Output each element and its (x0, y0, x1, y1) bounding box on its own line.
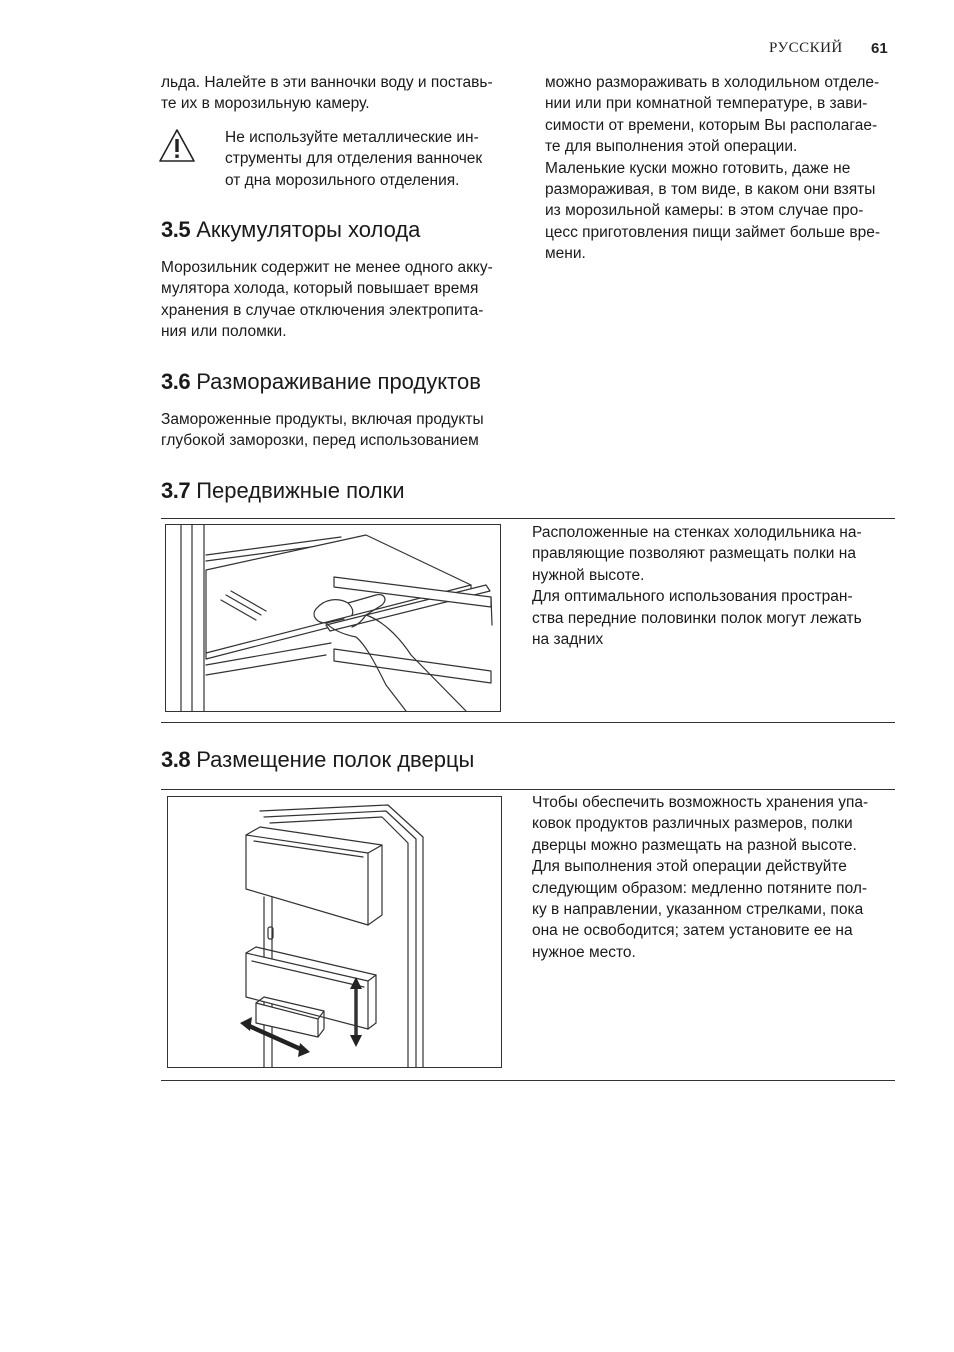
text-line: Для выполнения этой операции действуйте (532, 858, 847, 876)
text-line: Маленькие куски можно готовить, даже не (545, 159, 851, 177)
text-line: льда. Налейте в эти ванночки воду и поставь- (161, 74, 493, 91)
section-heading-3-5 (161, 216, 420, 244)
text-line: мени. (545, 245, 586, 263)
text-line: можно размораживать в холодильном отделе- (545, 74, 880, 91)
text-line: правляющие позволяют размещать полки на (532, 545, 856, 563)
section-divider (161, 518, 895, 519)
text-line: симости от времени, которым Вы располагае- (545, 116, 878, 134)
text-line: из морозильной камеры: в этом случае про- (545, 202, 864, 220)
text-line: хранения в случае отключения электропита- (161, 301, 484, 319)
text-line: те их в морозильную камеру. (161, 95, 370, 113)
text-line: Замороженные продукты, включая продукты (161, 411, 484, 428)
section-title: Размещение полок дверцы (196, 747, 475, 772)
text-line: ния или поломки. (161, 323, 287, 341)
section-heading-3-7 (161, 477, 405, 505)
text-line: глубокой заморозки, перед использованием (161, 432, 479, 450)
text-line: дверцы можно размещать на разной высоте. (532, 836, 857, 854)
text-line: размораживая, в том виде, в каком они взяты (545, 181, 876, 199)
text-line: струменты для отделения ванночек (225, 150, 483, 168)
intro-paragraph (161, 72, 521, 115)
page-number: 61 (871, 40, 888, 57)
section-3-7-paragraph (532, 522, 902, 650)
text-line: она не освободится; затем установите ее на (532, 922, 853, 940)
section-heading-3-8 (161, 746, 474, 774)
section-3-8-paragraph (532, 792, 902, 963)
text-line: ства передние половинки полок могут лежать (532, 609, 862, 627)
section-number: 3.7 (161, 478, 191, 503)
warning-text (225, 127, 525, 191)
text-line: Не используйте металлические ин- (225, 129, 479, 146)
section-title: Передвижные полки (196, 478, 405, 503)
warning-triangle-icon (157, 127, 197, 165)
text-line: нужной высоте. (532, 566, 645, 584)
section-title: Аккумуляторы холода (196, 217, 421, 242)
text-line: нии или при комнатной температуре, в зави- (545, 95, 868, 113)
text-line: Морозильник содержит не менее одного акку- (161, 259, 493, 276)
section-divider (161, 1080, 895, 1081)
text-line: Для оптимального использования простран- (532, 588, 853, 606)
header-language: РУССКИЙ (769, 40, 843, 56)
section-divider (161, 722, 895, 723)
section-heading-3-6 (161, 368, 481, 396)
text-line: следующим образом: медленно потяните пол- (532, 879, 868, 897)
right-column-paragraph (545, 72, 915, 265)
section-number: 3.6 (161, 369, 191, 394)
section-title: Размораживание продуктов (196, 369, 481, 394)
text-line: мулятора холода, который повышает время (161, 280, 479, 298)
text-line: те для выполнения этой операции. (545, 138, 798, 156)
text-line: ковок продуктов различных размеров, полки (532, 815, 853, 833)
section-number: 3.5 (161, 217, 191, 242)
section-3-5-paragraph (161, 257, 521, 343)
text-line: ку в направлении, указанном стрелками, пока (532, 901, 864, 919)
text-line: Расположенные на стенках холодильника на- (532, 524, 862, 541)
text-line: от дна морозильного отделения. (225, 171, 460, 189)
section-3-6-paragraph (161, 409, 521, 452)
text-line: цесс приготовления пищи займет больше вре- (545, 223, 880, 241)
section-divider (161, 789, 895, 790)
text-line: Чтобы обеспечить возможность хранения упа- (532, 794, 869, 811)
text-line: нужное место. (532, 943, 636, 961)
section-number: 3.8 (161, 747, 191, 772)
text-line: на задних (532, 631, 604, 649)
door-shelf-illustration (167, 796, 502, 1068)
shelf-insertion-illustration (165, 524, 501, 712)
